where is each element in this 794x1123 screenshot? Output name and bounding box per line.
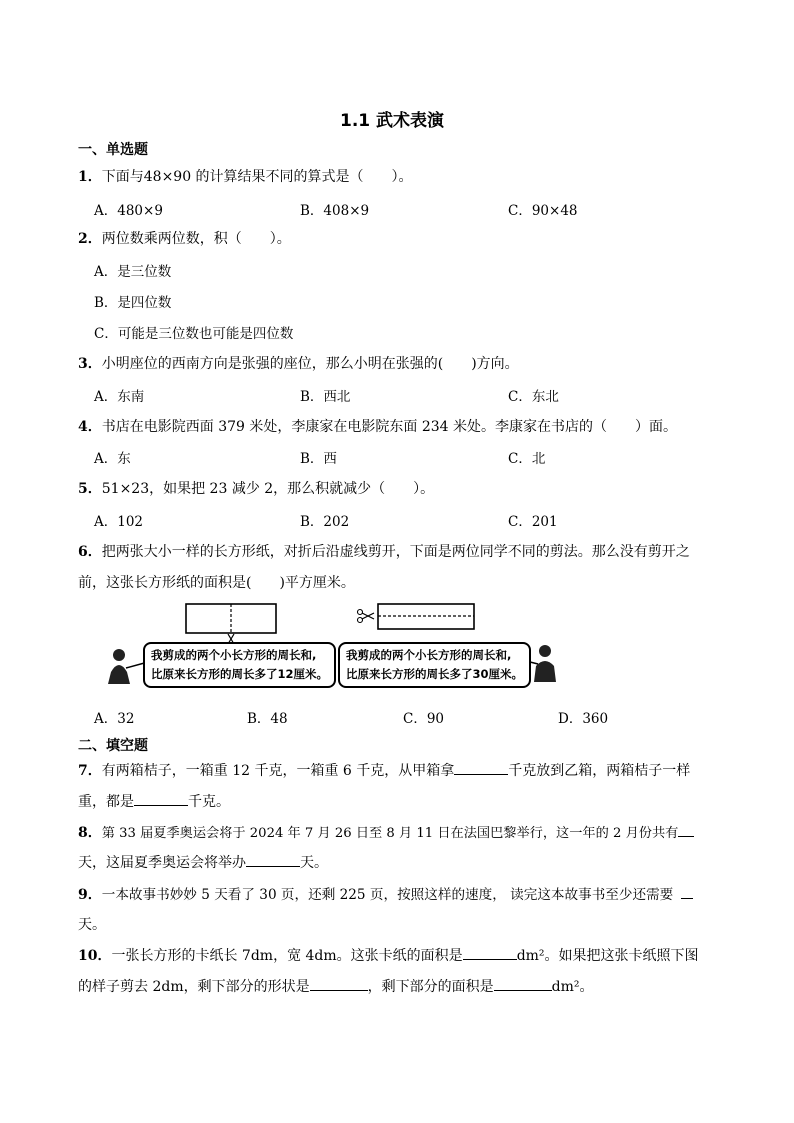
question-text: 小明座位的西南方向是张强的座位，那么小明在张强的( )方向。 <box>101 356 519 372</box>
answer-blank[interactable] <box>463 945 517 960</box>
question-3 <box>78 353 519 373</box>
option-b: B．48 <box>247 711 288 727</box>
question-text: 一张长方形的卡纸长 7dm，宽 4dm。这张卡纸的面积是 <box>111 948 463 964</box>
question-text: dm²。如果把这张卡纸照下图 <box>516 948 699 964</box>
question-number: 9． <box>78 887 102 903</box>
section-heading-fill-blank: 二、填空题 <box>78 738 148 754</box>
bubble-line: 我剪成的两个小长方形的周长和, <box>151 648 317 662</box>
question-8 <box>78 822 694 842</box>
question-5 <box>78 478 434 498</box>
question-number: 2． <box>78 231 102 247</box>
speech-bubble-right <box>338 642 531 688</box>
answer-blank[interactable] <box>246 852 300 867</box>
question-text: 书店在电影院西面 379 米处，李康家在电影院东面 234 米处。李康家在书店的（ ）面。 <box>101 419 677 435</box>
option-c: C．90×48 <box>508 203 578 219</box>
option-c: C．90 <box>403 711 445 727</box>
option-c: C．北 <box>508 451 546 467</box>
question-7-line-2 <box>78 791 230 811</box>
question-text: 一本故事书妙妙 5 天看了 30 页，还剩 225 页，按照这样的速度， 读完这本故事书至少还需要 <box>101 887 674 903</box>
answer-blank[interactable] <box>454 760 508 775</box>
question-text: 第 33 届夏季奥运会将于 2024 年 7 月 26 日至 8 月 11 日在法国巴黎举行，这一年的 2 月份共有 <box>101 826 679 841</box>
question-8-line-2 <box>78 852 328 872</box>
question-text: 有两箱桔子，一箱重 12 千克，一箱重 6 千克，从甲箱拿 <box>101 763 455 779</box>
option-b: B．是四位数 <box>94 295 172 311</box>
bubble-line: 我剪成的两个小长方形的周长和, <box>346 648 512 662</box>
option-c: C．201 <box>508 514 558 530</box>
question-text: 千克。 <box>188 794 230 810</box>
question-10-line-2 <box>78 976 593 996</box>
question-text: 的样子剪去 2dm，剩下部分的形状是 <box>78 979 310 995</box>
question-number: 7． <box>78 763 102 779</box>
student-girl-icon <box>108 649 148 684</box>
question-number: 4． <box>78 419 102 435</box>
question-number: 3． <box>78 356 102 372</box>
option-a: A．32 <box>94 711 135 727</box>
question-text: 两位数乘两位数，积（ ）。 <box>101 231 291 247</box>
option-c: C．东北 <box>508 389 559 405</box>
option-d: D．360 <box>558 711 609 727</box>
question-text-line-1: 把两张大小一样的长方形纸，对折后沿虚线剪开，下面是两位同学不同的剪法。那么没有剪开之 <box>101 544 690 560</box>
answer-blank[interactable] <box>310 976 368 991</box>
question-4 <box>78 416 677 436</box>
option-a: A．东 <box>94 451 131 467</box>
option-b: B．408×9 <box>300 203 370 219</box>
answer-blank[interactable] <box>681 884 693 899</box>
question-7 <box>78 760 690 780</box>
question-text: 千克放到乙箱，两箱桔子一样 <box>508 763 691 779</box>
question-number: 5． <box>78 481 102 497</box>
speech-bubble-left <box>143 642 336 688</box>
question-9 <box>78 883 693 904</box>
question-10 <box>78 945 699 965</box>
question-text: dm²。 <box>551 979 594 995</box>
question-1 <box>78 166 413 186</box>
left-paper-rectangle <box>186 604 276 633</box>
question-2 <box>78 228 291 248</box>
question-text: 重，都是 <box>78 794 134 810</box>
answer-blank[interactable] <box>494 976 552 991</box>
question-number: 1． <box>78 169 102 185</box>
question-6 <box>78 541 690 561</box>
question-text: 天。 <box>300 855 328 871</box>
answer-blank[interactable] <box>678 822 694 837</box>
answer-blank[interactable] <box>134 791 188 806</box>
page-title: 1.1 武术表演 <box>340 111 445 131</box>
question-text: ，剩下部分的面积是 <box>367 979 494 995</box>
bubble-line: 比原来长方形的周长多了12厘米。 <box>151 667 329 681</box>
question-text-line-2: 前，这张长方形纸的面积是( )平方厘米。 <box>78 575 355 591</box>
option-c: C．可能是三位数也可能是四位数 <box>94 326 294 342</box>
bubble-line: 比原来长方形的周长多了30厘米。 <box>346 667 524 681</box>
option-a: A．102 <box>94 514 144 530</box>
scissors-icon <box>358 610 375 623</box>
question-text: 下面与48×90 的计算结果不同的算式是（ ）。 <box>101 169 413 185</box>
question-number: 6． <box>78 544 102 560</box>
question-text: 51×23，如果把 23 减少 2，那么积就减少（ ）。 <box>101 481 435 497</box>
option-a: A．480×9 <box>94 203 163 219</box>
question-9-line-2: 天。 <box>78 917 106 933</box>
section-heading-single-choice: 一、单选题 <box>78 142 148 158</box>
question-number: 8． <box>78 825 102 841</box>
option-a: A．东南 <box>94 389 145 405</box>
question-text: 天，这届夏季奥运会将举办 <box>78 855 246 871</box>
option-b: B．西 <box>300 451 337 467</box>
option-a: A．是三位数 <box>94 264 172 280</box>
option-b: B．西北 <box>300 389 351 405</box>
option-b: B．202 <box>300 514 350 530</box>
question-number: 10． <box>78 948 112 964</box>
